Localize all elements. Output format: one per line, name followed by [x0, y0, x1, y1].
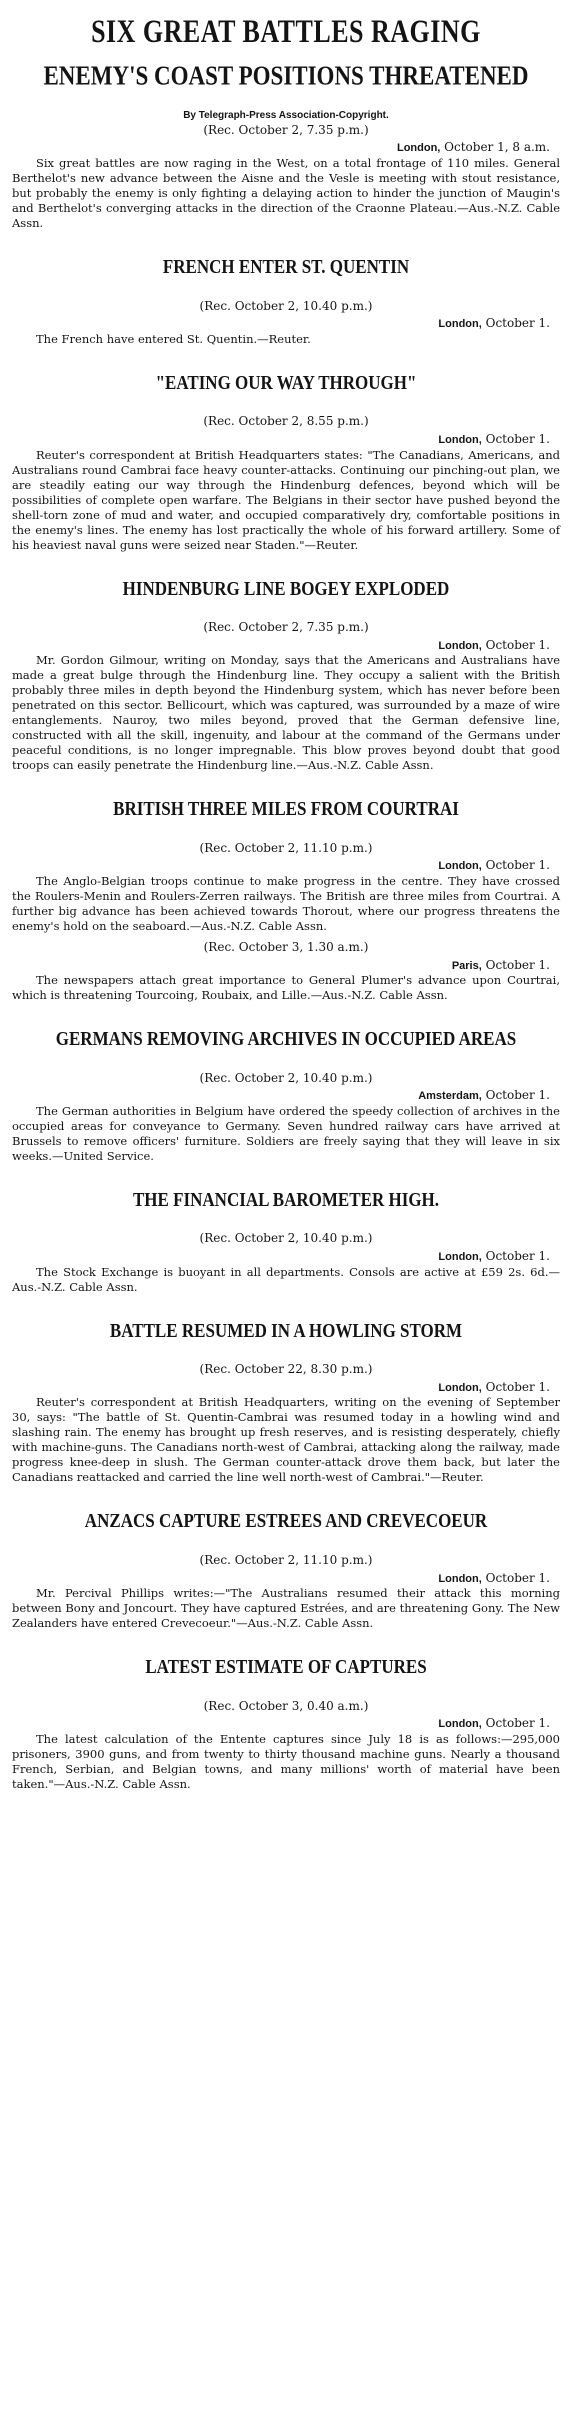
dateline	[10, 1249, 550, 1265]
dateline-date: October 1.	[485, 1379, 550, 1394]
dateline-place: London,	[438, 433, 482, 446]
article-gap	[10, 1485, 562, 1511]
article-headline: BATTLE RESUMED IN A HOWLING STORM	[109, 1319, 463, 1342]
article-gap	[10, 1295, 562, 1321]
article-body: The German authorities in Belgium have ordered the speedy collection of archives in the occupied areas for conveyance to Germany. Seven hundred railway cars have arrived at Brussels to remove officers' furniture. Soldiers are freely saying that they will leave in six weeks.—United Service.	[12, 1103, 560, 1163]
page-title: SIX GREAT BATTLES RAGING	[91, 13, 481, 50]
dateline	[10, 1088, 550, 1104]
dateline-place: London,	[438, 1381, 482, 1394]
dateline-place: London,	[438, 1572, 482, 1585]
article-body: Mr. Gordon Gilmour, writing on Monday, says that the Americans and Australians have made a great bulge through the Hindenburg line. They occupy a salient with the British probably three miles in depth beyond the Hindenburg system, which has never before been penetrated on this sector. Bellicourt, which was captured, was surrounded by a maze of wire entanglements. Nauroy, two miles beyond, proved that the German defensive line, constructed with all the skill, ingenuity, and labour at the command of the Germans under peaceful conditions, is no longer impregnable. This blow proves beyond doubt that good troops can easily penetrate the Hindenburg line.—Aus.-N.Z. Cable Assn.	[12, 653, 560, 773]
article-headline: BRITISH THREE MILES FROM COURTRAI	[113, 797, 459, 820]
dateline-date: October 1.	[485, 1088, 550, 1103]
dateline-date: October 1.	[485, 957, 550, 972]
dateline-place: Amsterdam,	[418, 1090, 482, 1103]
received-line: (Rec. October 3, 0.40 a.m.)	[203, 1698, 369, 1713]
dateline-date: October 1.	[485, 637, 550, 652]
dateline-place: London,	[438, 860, 482, 873]
article-body: The latest calculation of the Entente captures since July 18 is as follows:—295,000 prisoners, 3900 guns, and from twenty to thirty thousand machine guns. Nearly a thousand French, Serbian, and Belgian towns, and many millions' worth of material have been taken."—Aus.-N.Z. Cable Assn.	[12, 1731, 560, 1791]
page-subtitle: ENEMY'S COAST POSITIONS THREATENED	[43, 60, 529, 91]
dateline-date: October 1.	[485, 1716, 550, 1731]
article-gap	[10, 1631, 562, 1657]
article-list	[10, 123, 562, 1792]
received-line: (Rec. October 22, 8.30 p.m.)	[199, 1362, 373, 1377]
dateline	[10, 858, 550, 874]
dateline	[10, 1716, 550, 1732]
article-headline: GERMANS REMOVING ARCHIVES IN OCCUPIED AREAS	[55, 1027, 517, 1050]
article-body: The Anglo-Belgian troops continue to make progress in the centre. They have crossed the Roulers-Menin and Roulers-Zerren railways. The British are three miles from Courtrai. A further big advance has been achieved towards Thorout, where our progress threatens the enemy's hold on the seaboard.—Aus.-N.Z. Cable Assn.	[12, 874, 560, 934]
dateline-place: London,	[438, 1251, 482, 1264]
article	[10, 1485, 562, 1631]
dateline-place: Paris,	[451, 959, 482, 972]
article	[10, 123, 562, 231]
dateline	[10, 1571, 550, 1587]
article	[10, 1631, 562, 1792]
received-line: (Rec. October 2, 11.10 p.m.)	[199, 1552, 373, 1567]
article-gap	[10, 553, 562, 579]
article-gap	[10, 1164, 562, 1190]
dateline-place: London,	[438, 639, 482, 652]
dateline-date: October 1.	[485, 858, 550, 873]
received-line: (Rec. October 2, 10.40 p.m.)	[199, 1231, 373, 1246]
article-body: Reuter's correspondent at British Headquarters, writing on the evening of September 30, says: "The battle of St. Quentin-Cambrai was resumed today in a howling wind and slashing rain. The enemy has brought up fresh reserves, and is resisting desperately, chiefly with machine-guns. The Canadians north-west of Cambrai, attacking along the railway, made progress knee-deep in slush. The German counter-attack drove them back, but later the Canadians reattacked and carried the line well north-west of Cambrai."—Reuter.	[12, 1395, 560, 1485]
dateline-date: October 1.	[485, 316, 550, 331]
dateline-place: London,	[438, 1718, 482, 1731]
article-headline: THE FINANCIAL BAROMETER HIGH.	[132, 1188, 440, 1211]
article-body: Six great battles are now raging in the West, on a total frontage of 110 miles. General Berthelot's new advance between the Aisne and the Vesle is meeting with stout resistance, but probably the enemy is only fighting a delaying action to hinder the junction of Maugin's and Berthelot's converging attacks in the direction of the Craonne Plateau.—Aus.-N.Z. Cable Assn.	[12, 156, 560, 231]
dateline	[10, 316, 550, 332]
dateline	[10, 140, 550, 156]
article-gap	[10, 1003, 562, 1029]
received-line: (Rec. October 2, 11.10 p.m.)	[199, 840, 373, 855]
article	[10, 773, 562, 1003]
received-line: (Rec. October 3, 1.30 a.m.)	[203, 940, 369, 955]
article-body: Reuter's correspondent at British Headquarters states: "The Canadians, Americans, and Australians round Cambrai face heavy counter-attacks. Continuing our pinching-out plan, we are steadily eating our way through the Hindenburg defences, beyond which will be possibilities of complete open warfare. The Belgians in their sector have pushed beyond the shell-torn zone of mud and water, and occupied comparatively dry, comfortable positions in the enemy's lines. The enemy has lost practically the whole of his forward artillery. Some of his heaviest naval guns were seized near Staden."—Reuter.	[12, 447, 560, 552]
article-headline: ANZACS CAPTURE ESTREES AND CREVECOEUR	[84, 1509, 488, 1532]
article-body: Mr. Percival Phillips writes:—"The Australians resumed their attack this morning between Bony and Joncourt. They have captured Estrées, and are threatening Gony. The New Zealanders have entered Crevecoeur."—Aus.-N.Z. Cable Assn.	[12, 1586, 560, 1631]
article-body: The French have entered St. Quentin.—Reuter.	[36, 331, 311, 346]
dateline	[10, 638, 550, 654]
article-body: The Stock Exchange is buoyant in all departments. Consols are active at £59 2s. 6d.—Aus.-N.Z. Cable Assn.	[12, 1264, 560, 1294]
dateline-date: October 1, 8 a.m.	[444, 140, 550, 155]
received-line: (Rec. October 2, 10.40 p.m.)	[199, 298, 373, 313]
article	[10, 347, 562, 553]
dateline-place: London,	[438, 318, 482, 331]
dateline-place: London,	[396, 142, 441, 155]
dateline	[10, 1380, 550, 1396]
dateline	[10, 432, 550, 448]
article-gap	[10, 347, 562, 373]
received-line: (Rec. October 2, 8.55 p.m.)	[203, 414, 369, 429]
article-headline: "EATING OUR WAY THROUGH"	[155, 371, 417, 394]
dateline-date: October 1.	[485, 1570, 550, 1585]
article-body: The newspapers attach great importance to General Plumer's advance upon Courtrai, which is threatening Tourcoing, Roubaix, and Lille.—Aus.-N.Z. Cable Assn.	[12, 973, 560, 1003]
article	[10, 1295, 562, 1486]
dateline-date: October 1.	[485, 431, 550, 446]
received-line: (Rec. October 2, 7.35 p.m.)	[203, 620, 369, 635]
byline: By Telegraph-Press Association-Copyright.	[183, 109, 389, 121]
article-headline: FRENCH ENTER ST. QUENTIN	[162, 255, 410, 278]
article	[10, 1003, 562, 1164]
dateline	[10, 958, 550, 974]
article-gap	[10, 231, 562, 257]
received-line: (Rec. October 2, 10.40 p.m.)	[199, 1070, 373, 1085]
article	[10, 1164, 562, 1295]
article	[10, 553, 562, 774]
dateline-date: October 1.	[485, 1249, 550, 1264]
article	[10, 231, 562, 347]
received-line: (Rec. October 2, 7.35 p.m.)	[203, 122, 369, 137]
article-headline: LATEST ESTIMATE OF CAPTURES	[145, 1655, 427, 1678]
article-headline: HINDENBURG LINE BOGEY EXPLODED	[122, 577, 450, 599]
article-gap	[10, 773, 562, 799]
